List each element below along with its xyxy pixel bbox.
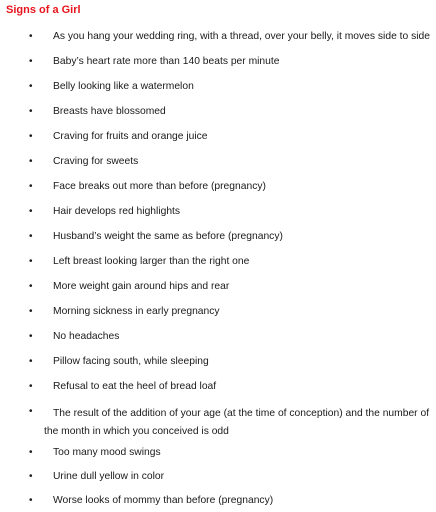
bullet-icon: •	[29, 331, 33, 342]
list-item-text: No headaches	[53, 331, 120, 342]
list-item-text: More weight gain around hips and rear	[53, 281, 230, 292]
bullet-icon: •	[29, 181, 33, 192]
bullet-icon: •	[29, 281, 33, 292]
bullet-icon: •	[29, 156, 33, 167]
list-item-text: Pillow facing south, while sleeping	[53, 356, 209, 367]
list-item-text: Baby’s heart rate more than 140 beats per minute	[53, 56, 280, 67]
list-item-text: Breasts have blossomed	[53, 106, 166, 117]
bullet-icon: •	[29, 447, 33, 458]
bullet-icon: •	[29, 81, 33, 92]
list-item-text: Too many mood swings	[53, 447, 161, 458]
bullet-icon: •	[29, 306, 33, 317]
list-item-text: Left breast looking larger than the right one	[53, 256, 250, 267]
list-item-text: Craving for sweets	[53, 156, 139, 167]
bullet-icon: •	[29, 106, 33, 117]
list-item-text: Face breaks out more than before (pregnancy)	[53, 181, 266, 192]
list-item-text: Refusal to eat the heel of bread loaf	[53, 381, 217, 392]
bullet-icon: •	[29, 206, 33, 217]
bullet-icon: •	[29, 356, 33, 367]
list-item-text: Worse looks of mommy than before (pregnancy)	[53, 495, 274, 506]
list-item-text: Morning sickness in early pregnancy	[53, 306, 220, 317]
bullet-icon: •	[29, 471, 33, 482]
list-item-text: As you hang your wedding ring, with a thread, over your belly, it moves side to side	[53, 31, 430, 42]
list-item-text: Craving for fruits and orange juice	[53, 131, 208, 142]
bullet-icon: •	[29, 381, 33, 392]
list-item-text: Hair develops red highlights	[53, 206, 181, 217]
bullet-icon: •	[29, 406, 33, 417]
list-item-text: Belly looking like a watermelon	[53, 81, 194, 92]
document-title: Signs of a Girl	[6, 4, 81, 16]
bullet-icon: •	[29, 495, 33, 506]
list-item-text: The result of the addition of your age (at the time of conception) and the number of the month in which you conceived is odd	[44, 408, 430, 437]
list-item-text: Husband’s weight the same as before (pregnancy)	[53, 231, 283, 242]
bullet-icon: •	[29, 31, 33, 42]
list-item-text: Urine dull yellow in color	[53, 471, 165, 482]
bullet-icon: •	[29, 231, 33, 242]
bullet-icon: •	[29, 131, 33, 142]
bullet-icon: •	[29, 56, 33, 67]
bullet-icon: •	[29, 256, 33, 267]
